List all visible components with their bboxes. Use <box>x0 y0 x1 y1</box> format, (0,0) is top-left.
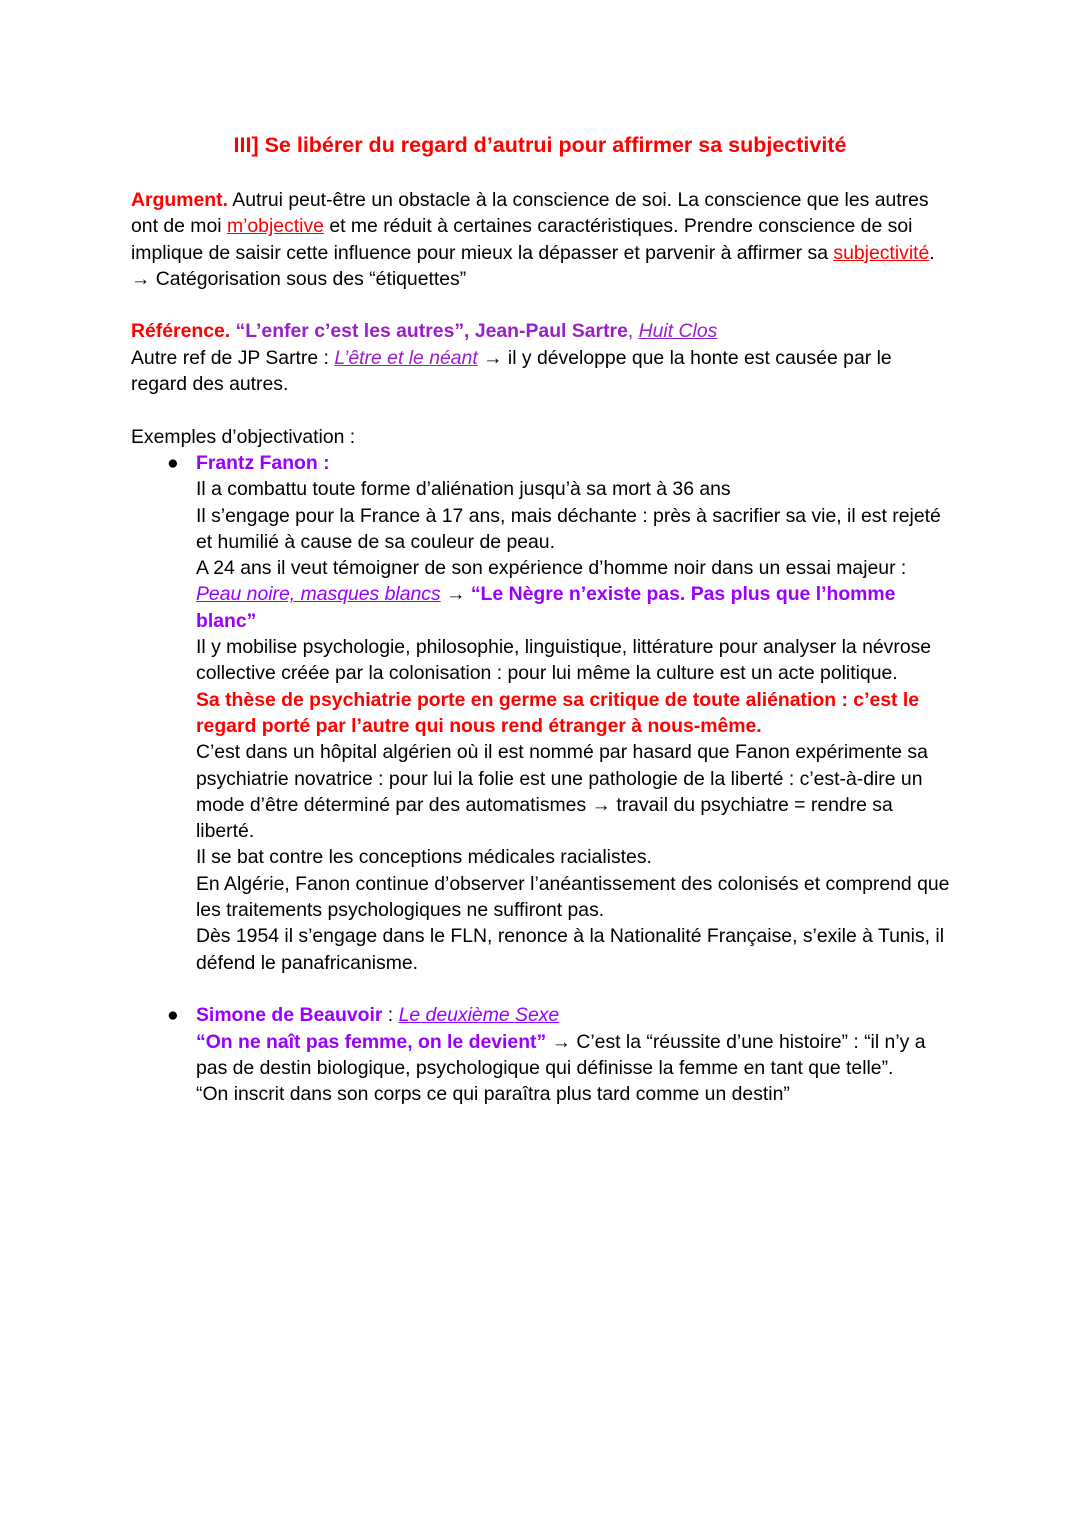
fanon-text: Il s’engage pour la France à 17 ans, mais déchante : près à sacrifier sa vie, il est rejeté et humilié à cause de sa couleur de peau. <box>196 504 941 553</box>
reference-line <box>131 318 953 344</box>
list-item-fanon <box>131 450 953 1002</box>
separator: : <box>382 1004 399 1027</box>
fanon-name: Frantz Fanon : <box>196 451 330 474</box>
argument-text: et me réduit à certaines caractéristiques. Prendre conscience de soi implique de saisir cette influence pour mieux la dépasser et parvenir à affirmer sa <box>131 215 913 264</box>
link-objective[interactable]: m’objective <box>226 215 324 238</box>
fanon-text: Dès 1954 il s’engage dans le FLN, renonce à la Nationalité Française, s’exile à Tunis, il défend le panafricanisme. <box>196 925 945 974</box>
fanon-thesis: Sa thèse de psychiatrie porte en germe sa critique de toute aliénation : c’est le regard porté par l’autre qui nous rend étranger à nous-même. <box>196 688 920 737</box>
argument-paragraph <box>131 187 953 266</box>
examples-list <box>131 450 953 1107</box>
beauvoir-text: → C’est la “réussite d’une histoire” : “il n’y a pas de destin biologique, psychologique qui définisse la femme en tant que telle”. <box>196 1030 926 1079</box>
reference-label: Référence. <box>131 320 231 343</box>
bullet-icon: ● <box>167 451 179 474</box>
bullet-icon: ● <box>167 1004 179 1027</box>
fanon-text: Il se bat contre les conceptions médicales racialistes. <box>196 846 652 869</box>
reference-text: → il y développe que la honte est causée par le regard des autres. <box>131 346 892 396</box>
argument-arrow-line: → Catégorisation sous des “étiquettes” <box>131 267 467 290</box>
link-etre-et-neant[interactable]: L’être et le néant <box>334 346 478 369</box>
arrow: → <box>440 583 471 606</box>
reference-other <box>131 345 953 398</box>
reference-quote: “L’enfer c’est les autres”, Jean-Paul Sartre <box>230 320 628 343</box>
fanon-text: Il a combattu toute forme d’aliénation jusqu’à sa mort à 36 ans <box>196 478 731 501</box>
argument-label: Argument. <box>131 189 228 211</box>
fanon-text: Il y mobilise psychologie, philosophie, linguistique, littérature pour analyser la névrose collective créée par la colonisation : pour lui même la culture est un acte politique. <box>196 636 932 685</box>
fanon-quote: “Le Nègre n’existe pas. Pas plus que l’homme blanc” <box>196 583 896 632</box>
argument-text: Autrui peut-être un obstacle à la conscience de soi. La conscience que les autres ont de moi <box>131 189 929 238</box>
beauvoir-name: Simone de Beauvoir <box>196 1004 383 1027</box>
fanon-text: En Algérie, Fanon continue d’observer l’anéantissement des colonisés et comprend que les traitements psychologiques ne suffiront pas. <box>196 872 950 922</box>
link-subjectivite[interactable]: subjectivité <box>833 241 930 264</box>
list-item-beauvoir <box>131 1002 953 1107</box>
beauvoir-quote-line <box>196 1029 953 1082</box>
fanon-text: A 24 ans il veut témoigner de son expérience d’homme noir dans un essai majeur : <box>196 557 907 580</box>
examples-label: Exemples d’objectivation : <box>131 425 356 448</box>
link-deuxieme-sexe[interactable]: Le deuxième Sexe <box>398 1004 560 1027</box>
reference-comma: , <box>627 320 639 343</box>
link-huit-clos[interactable]: Huit Clos <box>638 320 718 343</box>
fanon-text: C’est dans un hôpital algérien où il est nommé par hasard que Fanon expérimente sa psychiatrie novatrice : pour lui la folie est une pathologie de la liberté : c’est-à-dire un mode d’être déterminé par des automatismes → travail du psychiatre = rendre sa liberté. <box>196 741 928 843</box>
link-peau-noire[interactable]: Peau noire, masques blancs <box>196 583 441 606</box>
fanon-work-line <box>196 581 953 634</box>
section-title: III] Se libérer du regard d’autrui pour affirmer sa subjectivité <box>233 133 847 157</box>
document-body <box>131 187 953 1107</box>
beauvoir-title-line <box>196 1002 953 1028</box>
argument-text: . <box>929 241 935 264</box>
reference-text: Autre ref de JP Sartre : <box>131 346 335 369</box>
beauvoir-text: “On inscrit dans son corps ce qui paraîtra plus tard comme un destin” <box>196 1083 790 1106</box>
beauvoir-quote: “On ne naît pas femme, on le devient” <box>196 1030 547 1053</box>
